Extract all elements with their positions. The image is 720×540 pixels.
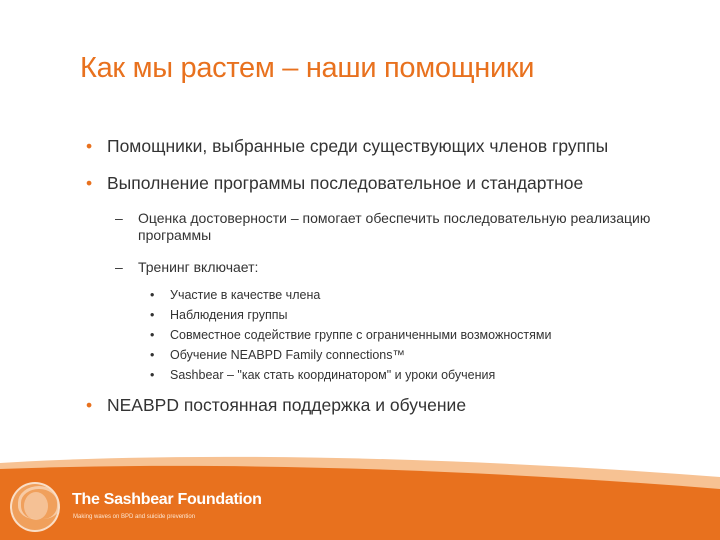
sub-bullet-1: [80, 210, 680, 244]
bullet-dot-icon: •: [150, 308, 155, 322]
list-item: [80, 365, 680, 385]
bullet-2: [80, 173, 680, 194]
bullet-1-text: Помощники, выбранные среди существующих членов группы: [107, 136, 609, 156]
foundation-name: The Sashbear Foundation: [72, 491, 262, 508]
list-item-text: Совместное содействие группе с ограниченными возможностями: [170, 328, 552, 342]
list-item: [80, 325, 680, 345]
bullet-dot-icon: •: [150, 288, 155, 302]
list-item-text: Участие в качестве члена: [170, 288, 321, 302]
foundation-logo-icon: [10, 482, 60, 532]
bullet-dot-icon: •: [150, 368, 155, 382]
list-item: [80, 345, 680, 365]
list-item-text: Обучение NEABPD Family connections™: [170, 348, 405, 362]
sub-bullet-2: [80, 259, 680, 276]
bullet-dot-icon: •: [86, 395, 93, 415]
list-item-text: Наблюдения группы: [170, 308, 288, 322]
list-item: [80, 285, 680, 305]
training-list: [80, 285, 680, 385]
bullet-dot-icon: •: [86, 136, 93, 156]
sub-bullet-1-text: Оценка достоверности – помогает обеспечить последовательную реализацию программы: [138, 210, 651, 243]
bullet-3: [80, 395, 680, 416]
list-item: [80, 305, 680, 325]
slide-title: Как мы растем – наши помощники: [80, 52, 535, 84]
list-item-text: Sashbear – "как стать координатором" и уроки обучения: [170, 368, 496, 382]
bullet-dot-icon: •: [150, 328, 155, 342]
bullet-2-text: Выполнение программы последовательное и стандартное: [107, 173, 584, 193]
dash-icon: –: [115, 210, 123, 226]
bullet-1: [80, 136, 680, 157]
dash-icon: –: [115, 259, 123, 275]
foundation-tagline: Making waves on BPD and suicide prevention: [73, 514, 196, 520]
sub-bullet-2-text: Тренинг включает:: [138, 259, 259, 275]
bullet-dot-icon: •: [86, 173, 93, 193]
bullet-3-text: NEABPD постоянная поддержка и обучение: [107, 395, 467, 415]
bullet-dot-icon: •: [150, 348, 155, 362]
slide-content: [80, 136, 680, 432]
